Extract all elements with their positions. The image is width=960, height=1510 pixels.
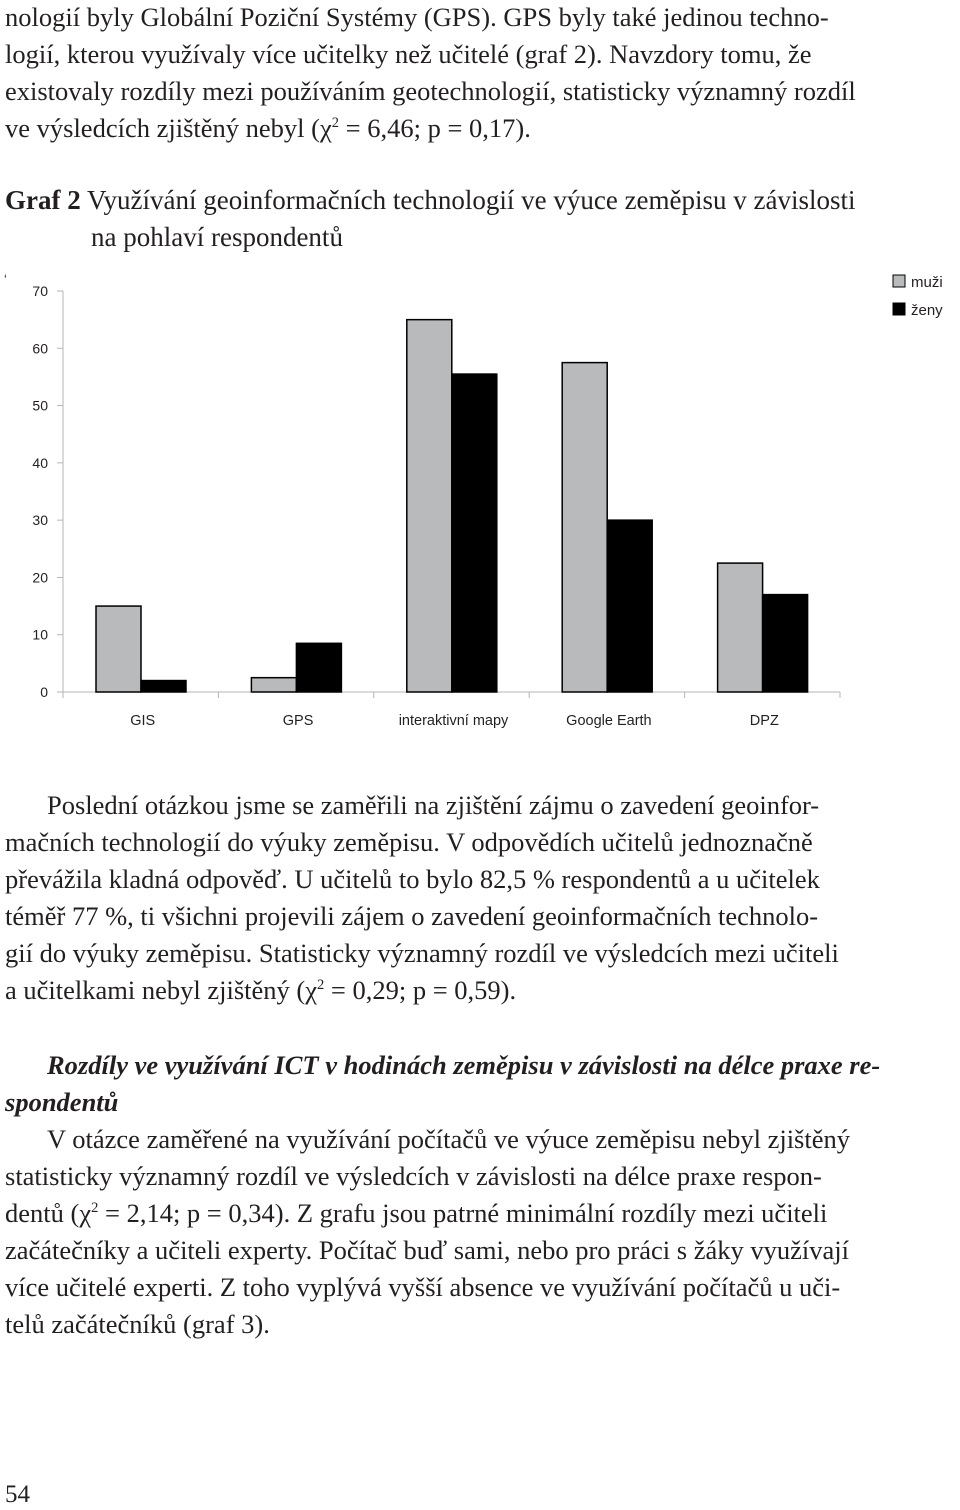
legend-swatch: [893, 303, 905, 315]
legend-label: muži: [911, 274, 943, 291]
y-tick-label: 0: [40, 684, 48, 700]
page-number: 54: [5, 1481, 30, 1508]
text-line: logií, kterou využívaly více učitelky než učitelé (graf 2). Navzdory tomu, že: [5, 39, 812, 69]
text-line: nologií byly Globální Poziční Systémy (GPS). GPS byly také jedinou techno-: [5, 2, 829, 32]
text-line: více učitelé experti. Z toho vyplývá vyšší absence ve využívání počítačů u uči-: [5, 1272, 841, 1302]
bar-muži: [407, 320, 452, 692]
section-heading: [5, 1047, 957, 1121]
text-line: existovaly rozdíly mezi používáním geotechnologií, statisticky významný rozdíl: [5, 76, 856, 106]
x-tick-label: GIS: [130, 713, 156, 729]
bar-chart: [0, 262, 960, 742]
paragraph-practice: [5, 1121, 957, 1343]
y-tick-label: 20: [32, 569, 48, 586]
x-tick-label: DPZ: [749, 713, 779, 729]
y-tick-label: 70: [32, 283, 48, 299]
text-line: V otázce zaměřené na využívání počítačů ve výuce zeměpisu nebyl zjištěný: [47, 1124, 850, 1154]
y-tick-label: 50: [32, 397, 48, 414]
figure-title-line2: na pohlaví respondentů: [91, 222, 343, 252]
text-line-last: telů začátečníků (graf 3).: [5, 1309, 270, 1339]
figure-title-line1: Využívání geoinformačních technologií ve výuce zeměpisu v závislosti: [80, 185, 856, 215]
text-line: gií do výuky zeměpisu. Statisticky významný rozdíl ve výsledcích mezi učiteli: [5, 938, 839, 968]
legend-label: ženy: [911, 302, 943, 319]
text-line: statisticky významný rozdíl ve výsledcích v závislosti na délce praxe respon-: [5, 1161, 822, 1191]
bar-ženy: [296, 643, 341, 692]
y-ticks: [32, 283, 63, 700]
intro-paragraph: [5, 0, 957, 147]
x-tick-label: interaktivní mapy: [398, 713, 509, 729]
text-line-last: a učitelkami nebyl zjištěný ($\chi^2 = 0,29$; p = 0,59).: [5, 975, 517, 1005]
text-line: dentů ($\chi^2 = 2,14$; p = 0,34). Z grafu jsou patrné minimální rozdíly mezi učiteli: [5, 1198, 828, 1228]
y-tick-label: 60: [32, 340, 48, 357]
y-tick-label: 10: [32, 626, 48, 643]
text-line: začátečníky a učiteli experty. Počítač buď sami, nebo pro práci s žáky využívají: [5, 1235, 849, 1265]
bar-muži: [251, 678, 296, 692]
text-line: mačních technologií do výuky zeměpisu. V odpovědích učitelů jednoznačně: [5, 827, 813, 857]
y-tick-label: 40: [32, 454, 48, 471]
bar-muži: [562, 363, 607, 692]
text-line: převážila kladná odpověď. U učitelů to bylo 82,5 % respondentů a u učitelek: [5, 864, 820, 894]
bar-ženy: [141, 681, 186, 692]
x-tick-label: GPS: [282, 713, 314, 729]
bar-ženy: [607, 520, 652, 692]
figure-label: Graf 2: [5, 185, 81, 215]
cropped-glyph: ʻ: [4, 272, 7, 287]
x-tick-label: Google Earth: [566, 713, 652, 729]
bar-muži: [718, 563, 763, 692]
heading-line2: spondentů: [5, 1087, 119, 1117]
figure-caption: [5, 182, 960, 256]
paragraph-interest: [5, 787, 957, 1009]
text-line: Poslední otázkou jsme se zaměřili na zjištění zájmu o zavedení geoinfor-: [47, 790, 820, 820]
bar-ženy: [763, 595, 808, 692]
legend-swatch: [893, 275, 905, 287]
x-labels: [63, 692, 840, 729]
text-line: téměř 77 %, ti všichni projevili zájem o zavedení geoinformačních technolo-: [5, 901, 819, 931]
bars: [96, 320, 808, 692]
text-line-last: ve výsledcích zjištěný nebyl ($\chi^2 = 6,46$; p = 0,17).: [5, 113, 531, 143]
y-tick-label: 30: [32, 512, 48, 529]
heading-line1: Rozdíly ve využívání ICT v hodinách zeměpisu v závislosti na délce praxe re-: [47, 1050, 881, 1080]
bar-muži: [96, 606, 141, 692]
legend: [893, 274, 943, 319]
bar-ženy: [452, 374, 497, 692]
